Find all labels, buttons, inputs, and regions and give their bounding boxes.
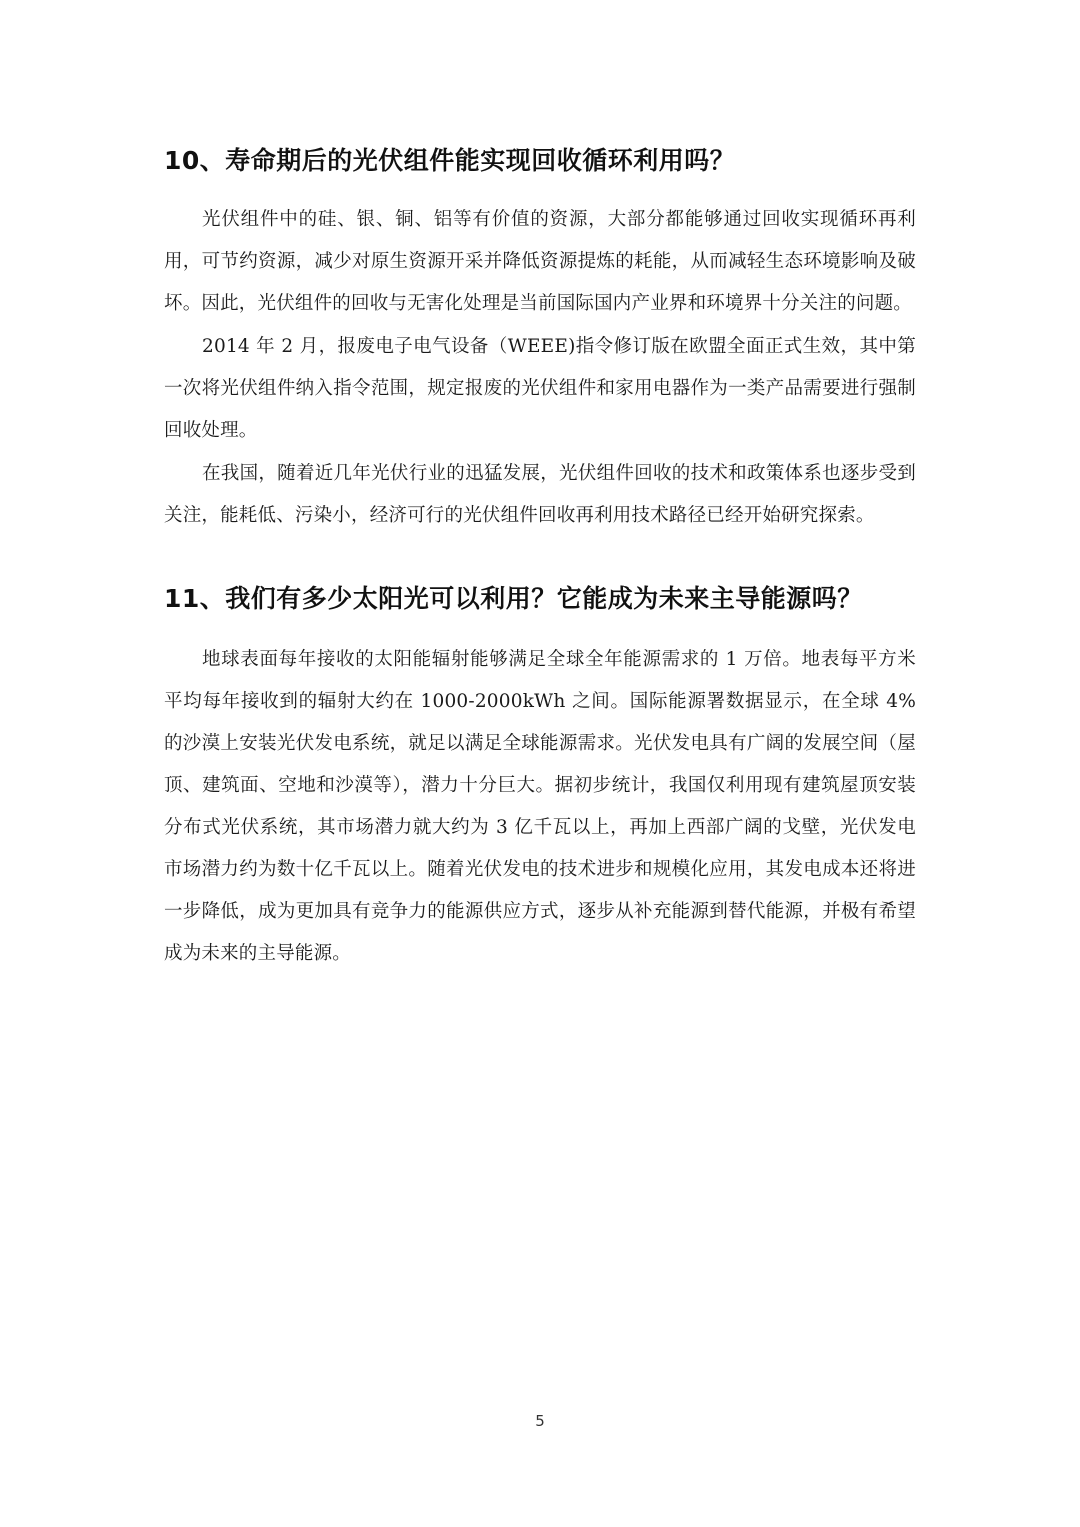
page-number: 5 (535, 1412, 545, 1430)
section-10-paragraph-2: 2014 年 2 月，报废电子电气设备（WEEE)指令修订版在欧盟全面正式生效，其中第一次将光伏组件纳入指令范围，规定报废的光伏组件和家用电器作为一类产品需要进行强制回收处理。 (164, 336, 916, 441)
section-title-10: 10、寿命期后的光伏组件能实现回收循环利用吗？ (164, 146, 736, 175)
section-10-paragraph-1: 光伏组件中的硅、银、铜、铝等有价值的资源，大部分都能够通过回收实现循环再利用，可节约资源，减少对原生资源开采并降低资源提炼的耗能，从而减轻生态环境影响及破坏。因此，光伏组件的回收与无害化处理是当前国际国内产业界和环境界十分关注的问题。 (164, 209, 916, 314)
section-title-11: 11、我们有多少太阳光可以利用？它能成为未来主导能源吗？ (164, 584, 863, 613)
section-10-paragraph-3: 在我国，随着近几年光伏行业的迅猛发展，光伏组件回收的技术和政策体系也逐步受到关注，能耗低、污染小，经济可行的光伏组件回收再利用技术路径已经开始研究探索。 (164, 463, 916, 526)
section-11-paragraph-1: 地球表面每年接收的太阳能辐射能够满足全球全年能源需求的 1 万倍。地表每平方米平均每年接收到的辐射大约在 1000-2000kWh 之间。国际能源署数据显示，在全球 4%的沙漠上安装光伏发电系统，就足以满足全球能源需求。光伏发电具有广阔的发展空间（屋顶、建筑面、空地和沙漠等），潜力十分巨大。据初步统计，我国仅利用现有建筑屋顶安装分布式光伏系统，其市场潜力就大约为 3 亿千瓦以上，再加上西部广阔的戈壁，光伏发电市场潜力约为数十亿千瓦以上。随着光伏发电的技术进步和规模化应用，其发电成本还将进一步降低，成为更加具有竞争力的能源供应方式，逐步从补充能源到替代能源，并极有希望成为未来的主导能源。 (164, 649, 916, 964)
